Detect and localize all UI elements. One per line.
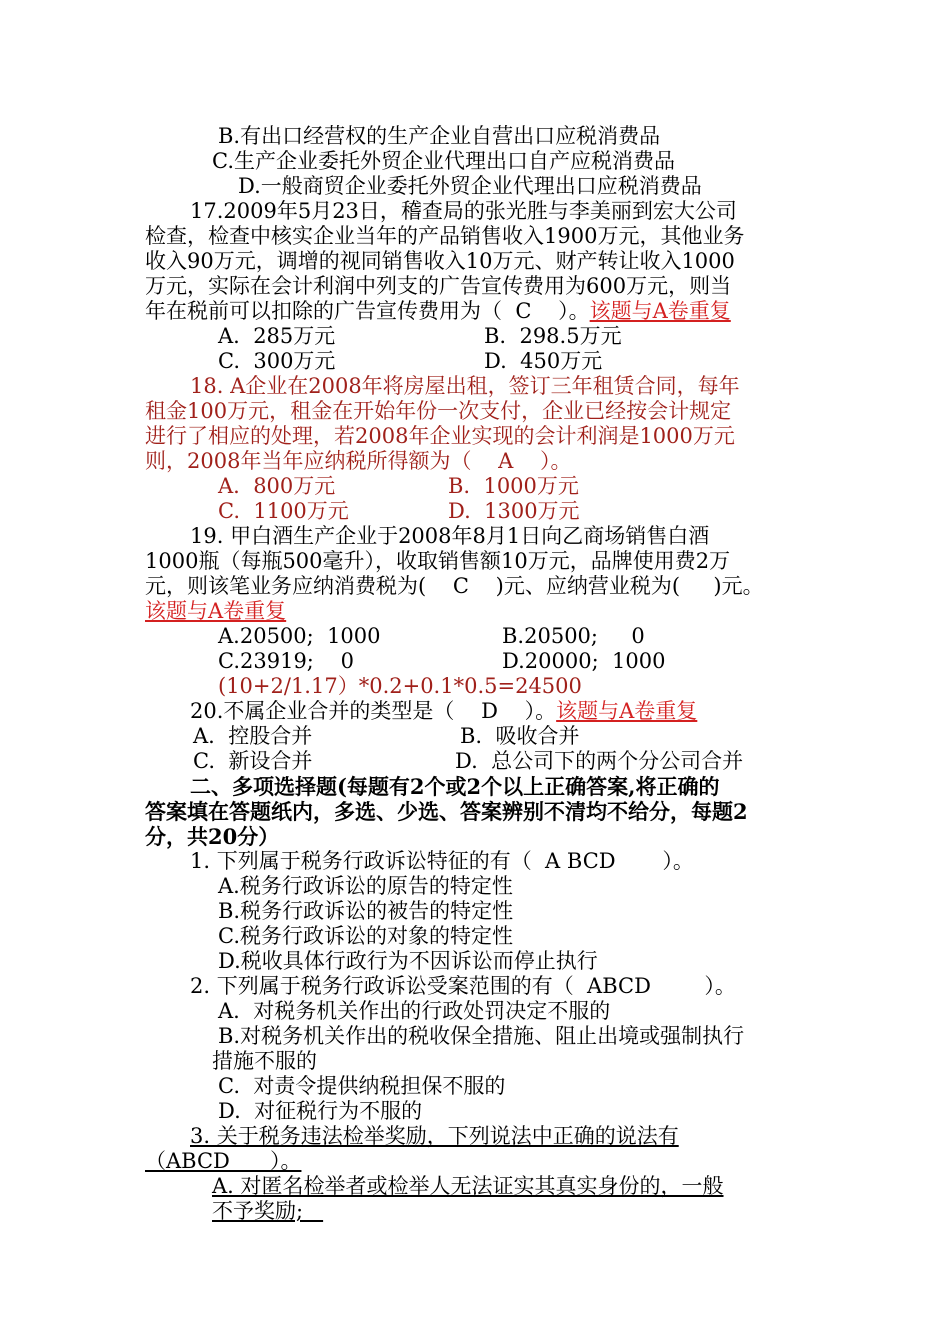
q19-line-2: 1000瓶（每瓶500毫升），收取销售额10万元，品牌使用费2万 — [145, 549, 731, 573]
q17-option-c: C. 300万元 — [218, 349, 336, 373]
q18-line-1: 18. A企业在2008年将房屋出租，签订三年租赁合同，每年 — [190, 374, 740, 398]
m1-option-c: C.税务行政诉讼的对象的特定性 — [218, 924, 513, 948]
m1-option-d: D.税收具体行政行为不因诉讼而停止执行 — [218, 949, 598, 973]
q17-option-d: D. 450万元 — [484, 349, 603, 373]
m2-option-c: C. 对责令提供纳税担保不服的 — [218, 1074, 506, 1098]
section-heading-line-3: 分，共20分） — [145, 824, 280, 849]
m3-option-a-line-1: A. 对匿名检举者或检举人无法证实其真实身份的，一般 — [212, 1174, 724, 1198]
q18-option-c: C. 1100万元 — [218, 499, 349, 523]
q17-line-3: 收入90万元，调增的视同销售收入10万元、财产转让收入1000 — [145, 249, 735, 273]
q20-option-c: C. 新设合并 — [193, 749, 313, 773]
m2-option-b-line-2: 措施不服的 — [212, 1049, 317, 1073]
q18-option-a: A. 800万元 — [218, 474, 336, 498]
q17-line-1: 17.2009年5月23日，稽查局的张光胜与李美丽到宏大公司 — [190, 199, 737, 223]
q17-line-5 — [145, 299, 731, 324]
m3-line-2: （ABCD ）。 — [145, 1149, 302, 1173]
q18-line-4: 则，2008年当年应纳税所得额为（ A ）。 — [145, 449, 572, 473]
duplicate-note: 该题与A卷重复 — [556, 699, 698, 723]
q20-option-d: D. 总公司下的两个分公司合并 — [455, 749, 744, 773]
q17-option-a: A. 285万元 — [218, 324, 336, 348]
q20-option-a: A. 控股合并 — [193, 724, 313, 748]
q16-option-d: D.一般商贸企业委托外贸企业代理出口应税消费品 — [238, 174, 702, 198]
m2-option-d: D. 对征税行为不服的 — [218, 1099, 423, 1123]
q19-option-b: B.20500; 0 — [502, 624, 645, 648]
q16-option-b: B.有出口经营权的生产企业自营出口应税消费品 — [218, 124, 661, 148]
section-heading-line-2: 答案填在答题纸内，多选、少选、答案辨别不清均不给分，每题2 — [145, 799, 748, 824]
q19-line-1: 19. 甲白酒生产企业于2008年8月1日向乙商场销售白酒 — [190, 524, 710, 548]
q17-stem-end: 年在税前可以扣除的广告宣传费用为（ C ）。 — [145, 299, 590, 323]
q19-line-3: 元，则该笔业务应纳消费税为( C )元、应纳营业税为( )元。 — [145, 574, 764, 598]
m1-option-b: B.税务行政诉讼的被告的特定性 — [218, 899, 514, 923]
q19-calculation: (10+2/1.17）*0.2+0.1*0.5=24500 — [218, 674, 582, 698]
q20-stem: 20.不属企业合并的类型是（ D ）。 — [190, 699, 557, 723]
q19-option-d: D.20000; 1000 — [502, 649, 666, 673]
duplicate-note: 该题与A卷重复 — [145, 599, 287, 623]
q20-line-1 — [190, 699, 697, 724]
q18-line-3: 进行了相应的处理，若2008年企业实现的会计利润是1000万元 — [145, 424, 735, 448]
m2-stem: 2. 下列属于税务行政诉讼受案范围的有（ ABCD ）。 — [190, 974, 736, 998]
m2-option-b-line-1: B.对税务机关作出的税收保全措施、阻止出境或强制执行 — [218, 1024, 745, 1048]
m3-option-a-line-2: 不予奖励; — [212, 1199, 324, 1223]
duplicate-note: 该题与A卷重复 — [589, 299, 731, 323]
q19-option-a: A.20500; 1000 — [218, 624, 381, 648]
q19-option-c: C.23919; 0 — [218, 649, 354, 673]
q18-line-2: 租金100万元，租金在开始年份一次支付，企业已经按会计规定 — [145, 399, 732, 423]
q17-option-b: B. 298.5万元 — [484, 324, 622, 348]
m1-stem: 1. 下列属于税务行政诉讼特征的有（ A BCD ）。 — [190, 849, 694, 873]
q16-option-c: C.生产企业委托外贸企业代理出口自产应税消费品 — [212, 149, 675, 173]
m3-line-1: 3. 关于税务违法检举奖励，下列说法中正确的说法有 — [190, 1124, 679, 1148]
q17-line-2: 检查，检查中核实企业当年的产品销售收入1900万元，其他业务 — [145, 224, 745, 248]
m1-option-a: A.税务行政诉讼的原告的特定性 — [218, 874, 513, 898]
q20-option-b: B. 吸收合并 — [460, 724, 580, 748]
q18-option-b: B. 1000万元 — [448, 474, 579, 498]
q18-option-d: D. 1300万元 — [448, 499, 580, 523]
m2-option-a: A. 对税务机关作出的行政处罚决定不服的 — [218, 999, 611, 1023]
q17-line-4: 万元，实际在会计利润中列支的广告宣传费用为600万元，则当 — [145, 274, 732, 298]
section-heading-line-1: 二、多项选择题(每题有2个或2个以上正确答案,将正确的 — [190, 774, 720, 799]
